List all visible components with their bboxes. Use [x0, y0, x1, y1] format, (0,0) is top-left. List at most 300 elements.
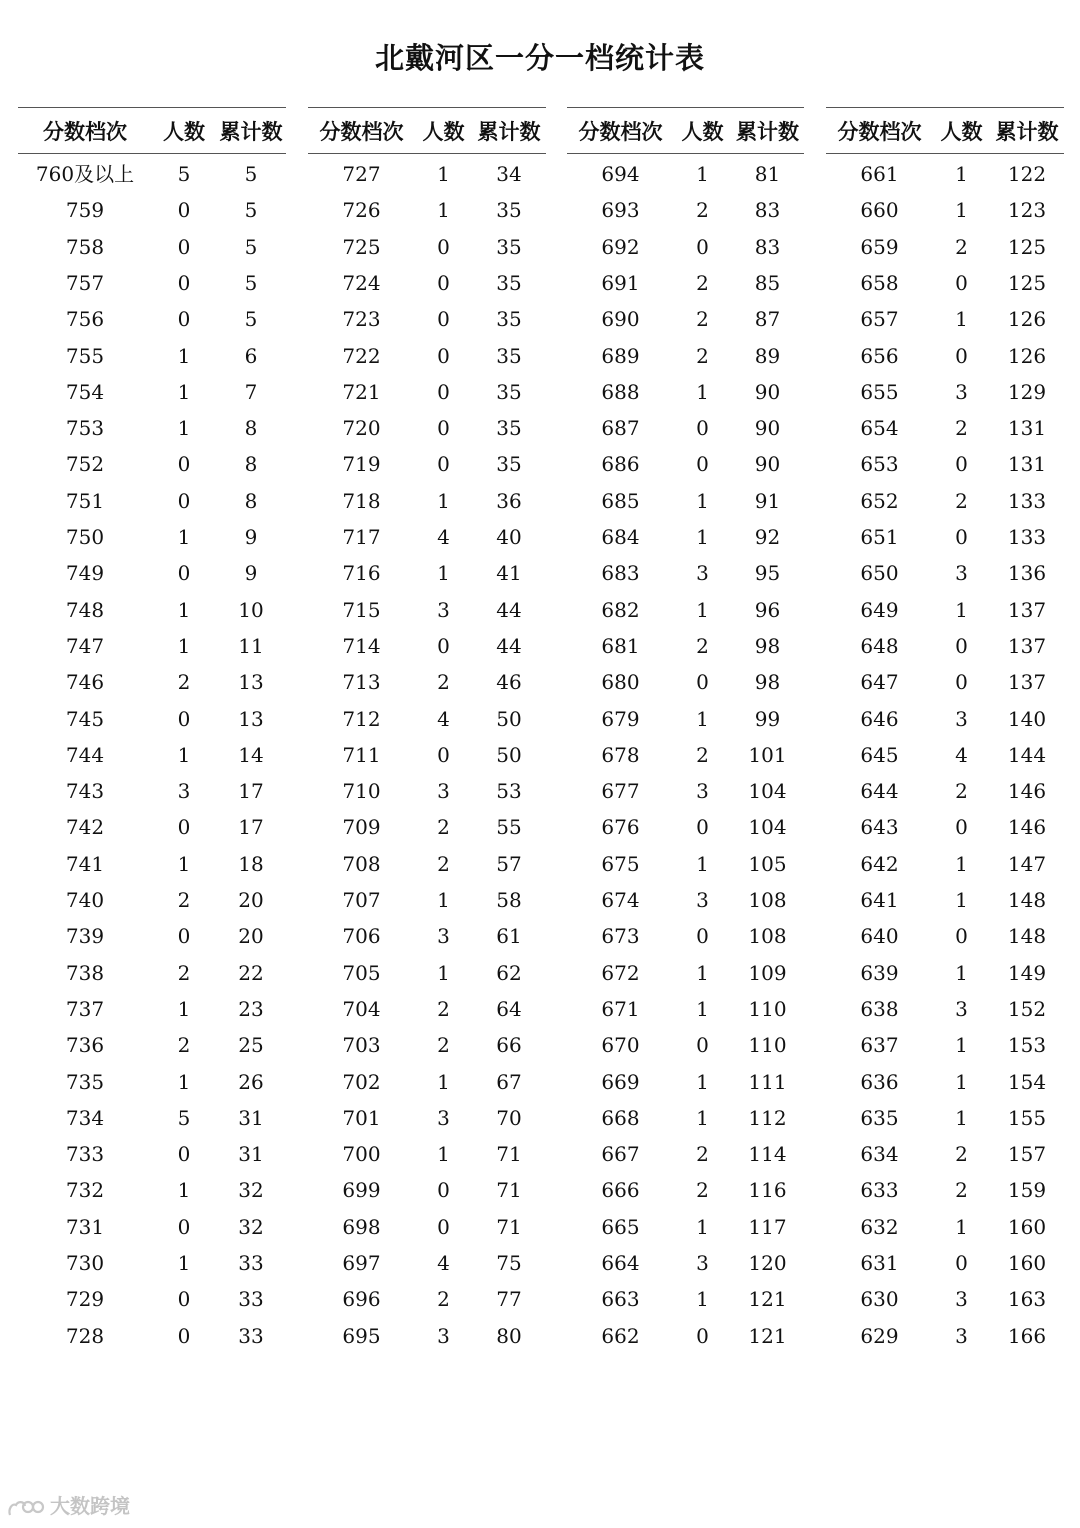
- table-row: [308, 338, 546, 374]
- cell-count: 1: [696, 706, 709, 731]
- cell-count: 4: [955, 742, 968, 767]
- table-row: [308, 519, 546, 555]
- cell-count: 2: [955, 1178, 968, 1203]
- table-row: [18, 1209, 286, 1245]
- cell-cumulative: 166: [1007, 1323, 1047, 1348]
- cell-count: 0: [437, 270, 450, 295]
- cell-score-band: 753: [65, 416, 105, 441]
- table-row: [567, 446, 804, 482]
- table-row: [826, 701, 1064, 737]
- header-count: 人数: [163, 119, 205, 144]
- cell-score-band: 629: [860, 1323, 899, 1348]
- cell-count: 3: [955, 561, 968, 586]
- cell-cumulative: 110: [748, 996, 787, 1021]
- cell-cumulative: 121: [748, 1323, 787, 1348]
- cell-score-band: 734: [65, 1105, 105, 1130]
- cell-score-band: 652: [860, 488, 899, 513]
- cell-count: 1: [696, 1105, 709, 1130]
- cell-cumulative: 117: [748, 1214, 787, 1239]
- cell-cumulative: 108: [748, 924, 787, 949]
- table-row: [308, 955, 546, 991]
- table-row: [567, 519, 804, 555]
- cell-count: 1: [955, 851, 968, 876]
- cell-cumulative: 61: [496, 924, 522, 949]
- cell-cumulative: 35: [496, 198, 522, 223]
- table-row: [826, 555, 1064, 591]
- cell-cumulative: 126: [1007, 343, 1047, 368]
- cell-cumulative: 129: [1007, 379, 1047, 404]
- cell-count: 0: [437, 1178, 450, 1203]
- cell-count: 1: [955, 307, 968, 332]
- cell-count: 1: [437, 488, 450, 513]
- cell-cumulative: 90: [754, 379, 781, 404]
- cell-cumulative: 71: [496, 1142, 522, 1167]
- cell-count: 1: [696, 851, 709, 876]
- cell-score-band: 755: [65, 343, 105, 368]
- cell-score-band: 746: [65, 670, 105, 695]
- cell-cumulative: 148: [1007, 888, 1047, 912]
- cell-score-band: 695: [342, 1323, 381, 1348]
- cell-cumulative: 81: [754, 162, 781, 186]
- cell-cumulative: 17: [238, 815, 264, 840]
- cell-count: 1: [955, 198, 968, 223]
- cell-count: 0: [437, 234, 450, 259]
- table-row: [308, 737, 546, 773]
- cell-count: 0: [955, 670, 968, 695]
- table-row: [18, 1136, 286, 1172]
- cell-score-band: 740: [65, 888, 105, 912]
- cell-cumulative: 20: [238, 888, 264, 912]
- cell-score-band: 714: [342, 633, 381, 658]
- cell-cumulative: 114: [748, 1142, 787, 1167]
- cell-cumulative: 50: [496, 706, 522, 731]
- table-row: [308, 1136, 546, 1172]
- cell-count: 1: [696, 1287, 709, 1312]
- cell-score-band: 726: [342, 198, 381, 223]
- table-row: [308, 773, 546, 809]
- cell-cumulative: 9: [244, 525, 258, 549]
- cell-cumulative: 104: [748, 779, 787, 804]
- cell-score-band: 640: [860, 924, 899, 949]
- cell-cumulative: 98: [754, 670, 781, 695]
- cell-score-band: 643: [860, 815, 899, 840]
- cell-count: 1: [437, 1069, 450, 1094]
- cell-score-band: 701: [342, 1105, 381, 1130]
- cell-cumulative: 35: [496, 452, 522, 477]
- cell-cumulative: 34: [496, 162, 522, 186]
- cell-score-band: 725: [342, 234, 381, 259]
- cell-count: 3: [437, 1323, 450, 1348]
- table-row: [567, 1100, 804, 1136]
- cell-count: 1: [177, 851, 191, 876]
- table-row: [567, 1027, 804, 1063]
- cell-count: 2: [437, 851, 450, 876]
- table-row: [567, 809, 804, 845]
- cell-cumulative: 153: [1007, 1033, 1047, 1058]
- table-row: [567, 483, 804, 519]
- cell-cumulative: 157: [1007, 1142, 1047, 1167]
- cell-count: 1: [437, 162, 450, 186]
- table-row: [826, 374, 1064, 410]
- cell-cumulative: 99: [754, 706, 781, 731]
- cell-score-band: 667: [601, 1142, 640, 1167]
- cell-score-band: 738: [65, 960, 105, 985]
- cell-count: 1: [955, 960, 968, 985]
- cell-score-band: 756: [65, 307, 105, 332]
- table-row: [18, 301, 286, 337]
- cell-count: 1: [177, 343, 191, 368]
- cell-score-band: 654: [860, 416, 899, 441]
- cell-score-band: 637: [860, 1033, 899, 1058]
- cell-count: 2: [696, 1178, 709, 1203]
- cell-cumulative: 87: [754, 307, 781, 332]
- cell-cumulative: 18: [238, 851, 264, 876]
- table-row: [567, 1064, 804, 1100]
- table-row: [567, 955, 804, 991]
- cell-cumulative: 101: [748, 742, 787, 767]
- table-row: [18, 918, 286, 954]
- table-row: [826, 846, 1064, 882]
- header-count: 人数: [681, 119, 724, 144]
- table-row: [567, 555, 804, 591]
- cell-count: 0: [437, 742, 450, 767]
- cell-count: 0: [177, 1287, 191, 1312]
- table-row: [308, 882, 546, 918]
- cell-score-band: 660: [860, 198, 899, 223]
- table-row: [567, 737, 804, 773]
- header-score-band: 分数档次: [578, 119, 663, 144]
- cell-cumulative: 55: [496, 815, 522, 840]
- cell-cumulative: 35: [496, 270, 522, 295]
- cell-cumulative: 83: [754, 234, 781, 259]
- cell-cumulative: 36: [496, 488, 522, 513]
- table-row: [18, 991, 286, 1027]
- cell-count: 0: [696, 234, 709, 259]
- cell-score-band: 732: [65, 1178, 105, 1203]
- table-row: [567, 882, 804, 918]
- table-row: [826, 592, 1064, 628]
- table-row: [826, 1100, 1064, 1136]
- cell-cumulative: 66: [496, 1033, 522, 1058]
- cell-score-band: 642: [860, 851, 899, 876]
- cell-cumulative: 8: [244, 416, 258, 441]
- table-row: [567, 701, 804, 737]
- header-score-band: 分数档次: [837, 119, 922, 144]
- cell-cumulative: 5: [244, 307, 258, 332]
- header-count: 人数: [422, 119, 465, 144]
- cell-count: 0: [177, 452, 191, 477]
- header-cumulative: 累计数: [736, 119, 799, 144]
- cell-count: 1: [437, 561, 450, 586]
- cell-count: 1: [177, 416, 191, 441]
- table-row: [826, 1136, 1064, 1172]
- cell-score-band: 638: [860, 996, 899, 1021]
- cell-count: 1: [696, 525, 709, 549]
- cell-count: 0: [177, 1323, 191, 1348]
- cell-count: 1: [955, 1214, 968, 1239]
- cell-score-band: 716: [342, 561, 381, 586]
- cell-count: 0: [437, 416, 450, 441]
- cell-count: 0: [955, 525, 968, 549]
- cell-cumulative: 58: [496, 888, 522, 912]
- cell-score-band: 666: [601, 1178, 640, 1203]
- cell-cumulative: 131: [1007, 452, 1047, 477]
- table-row: [826, 1281, 1064, 1317]
- cell-cumulative: 146: [1007, 815, 1047, 840]
- cell-count: 0: [955, 270, 968, 295]
- cell-score-band: 662: [601, 1323, 640, 1348]
- cell-cumulative: 14: [238, 742, 264, 767]
- table-header-rule: [308, 153, 546, 154]
- cell-cumulative: 147: [1007, 851, 1047, 876]
- cell-score-band: 655: [860, 379, 899, 404]
- cell-cumulative: 155: [1007, 1105, 1047, 1130]
- cell-count: 2: [437, 996, 450, 1021]
- table-row: [826, 1318, 1064, 1354]
- table-row: [308, 991, 546, 1027]
- cell-count: 1: [437, 888, 450, 912]
- table-row: [308, 592, 546, 628]
- cell-cumulative: 110: [748, 1033, 787, 1058]
- cell-count: 0: [696, 1323, 709, 1348]
- cell-cumulative: 137: [1007, 670, 1047, 695]
- table-row: [308, 701, 546, 737]
- cell-cumulative: 67: [496, 1069, 522, 1094]
- table-row: [567, 229, 804, 265]
- cell-score-band: 745: [65, 706, 105, 731]
- table-row: [18, 410, 286, 446]
- cell-score-band: 650: [860, 561, 899, 586]
- cell-cumulative: 9: [244, 561, 258, 586]
- table-row: [18, 809, 286, 845]
- cell-count: 1: [177, 996, 191, 1021]
- cell-score-band: 632: [860, 1214, 899, 1239]
- cell-cumulative: 33: [238, 1287, 264, 1312]
- table-row: [18, 1245, 286, 1281]
- table-row: [567, 846, 804, 882]
- header-cumulative: 累计数: [477, 119, 541, 144]
- cell-count: 0: [437, 452, 450, 477]
- cell-cumulative: 131: [1007, 416, 1047, 441]
- cell-count: 0: [177, 561, 191, 586]
- cell-score-band: 693: [601, 198, 640, 223]
- cell-score-band: 682: [601, 597, 640, 622]
- table-row: [826, 1209, 1064, 1245]
- cell-score-band: 677: [601, 779, 640, 804]
- cell-cumulative: 22: [238, 960, 264, 985]
- cell-cumulative: 41: [496, 561, 522, 586]
- cell-score-band: 708: [342, 851, 381, 876]
- cell-count: 1: [177, 1069, 191, 1094]
- cell-cumulative: 109: [748, 960, 787, 985]
- table-row: [567, 1209, 804, 1245]
- cell-score-band: 702: [342, 1069, 381, 1094]
- cell-score-band: 656: [860, 343, 899, 368]
- cell-score-band: 710: [342, 779, 381, 804]
- header-cumulative: 累计数: [219, 119, 283, 144]
- cell-score-band: 630: [860, 1287, 899, 1312]
- cell-score-band: 633: [860, 1178, 899, 1203]
- cell-score-band: 697: [342, 1251, 381, 1275]
- cell-count: 0: [177, 488, 191, 513]
- cell-count: 1: [955, 1105, 968, 1130]
- cell-count: 2: [955, 416, 968, 441]
- cell-score-band: 749: [65, 561, 105, 586]
- cell-score-band: 644: [860, 779, 899, 804]
- cell-count: 0: [696, 924, 709, 949]
- header-score-band: 分数档次: [319, 119, 404, 144]
- cell-count: 2: [696, 198, 709, 223]
- cell-count: 2: [696, 270, 709, 295]
- table-row: [18, 664, 286, 700]
- cell-cumulative: 26: [238, 1069, 264, 1094]
- cell-cumulative: 122: [1007, 162, 1047, 186]
- cell-count: 0: [955, 343, 968, 368]
- cell-count: 1: [177, 597, 191, 622]
- cell-count: 1: [177, 525, 191, 549]
- cell-count: 2: [955, 488, 968, 513]
- cell-cumulative: 71: [496, 1214, 522, 1239]
- table-row: [826, 773, 1064, 809]
- table-row: [826, 809, 1064, 845]
- table-row: [826, 1027, 1064, 1063]
- cell-score-band: 760及以上: [35, 162, 135, 186]
- cell-score-band: 741: [65, 851, 105, 876]
- cell-count: 2: [696, 307, 709, 332]
- cell-score-band: 687: [601, 416, 640, 441]
- cell-score-band: 758: [65, 234, 105, 259]
- cell-score-band: 689: [601, 343, 640, 368]
- cell-score-band: 690: [601, 307, 640, 332]
- table-row: [308, 446, 546, 482]
- cell-score-band: 717: [342, 525, 381, 549]
- table-row: [308, 301, 546, 337]
- table-row: [826, 410, 1064, 446]
- table-header: [18, 107, 286, 153]
- cell-count: 2: [437, 815, 450, 840]
- table-row: [308, 1100, 546, 1136]
- cell-count: 0: [177, 1214, 191, 1239]
- cell-cumulative: 53: [496, 779, 522, 804]
- cell-score-band: 685: [601, 488, 640, 513]
- cell-score-band: 706: [342, 924, 381, 949]
- cell-count: 0: [177, 270, 191, 295]
- table-row: [18, 882, 286, 918]
- table-row: [567, 1245, 804, 1281]
- table-row: [567, 664, 804, 700]
- watermark-logo-icon: [6, 1497, 46, 1519]
- cell-count: 0: [437, 1214, 450, 1239]
- cell-score-band: 737: [65, 996, 105, 1021]
- cell-cumulative: 123: [1007, 198, 1047, 223]
- table-row: [826, 1172, 1064, 1208]
- cell-score-band: 729: [65, 1287, 105, 1312]
- cell-cumulative: 32: [238, 1214, 264, 1239]
- cell-count: 2: [177, 888, 191, 912]
- table-row: [308, 1281, 546, 1317]
- cell-score-band: 752: [65, 452, 105, 477]
- cell-count: 2: [437, 670, 450, 695]
- cell-count: 3: [437, 1105, 450, 1130]
- cell-cumulative: 95: [754, 561, 781, 586]
- cell-cumulative: 8: [244, 452, 258, 477]
- cell-cumulative: 35: [496, 307, 522, 332]
- cell-score-band: 721: [342, 379, 381, 404]
- cell-cumulative: 33: [238, 1323, 264, 1348]
- cell-cumulative: 5: [244, 198, 258, 223]
- cell-score-band: 747: [65, 633, 105, 658]
- cell-cumulative: 62: [496, 960, 522, 985]
- cell-cumulative: 111: [748, 1069, 787, 1094]
- cell-cumulative: 17: [238, 779, 264, 804]
- cell-cumulative: 85: [754, 270, 781, 295]
- cell-count: 5: [177, 162, 191, 186]
- watermark-text: 大数跨境: [50, 1494, 130, 1518]
- cell-count: 2: [955, 234, 968, 259]
- cell-score-band: 631: [860, 1251, 899, 1275]
- cell-cumulative: 154: [1007, 1069, 1047, 1094]
- cell-score-band: 735: [65, 1069, 105, 1094]
- table-row: [826, 882, 1064, 918]
- cell-cumulative: 144: [1007, 742, 1047, 767]
- cell-cumulative: 90: [754, 452, 781, 477]
- cell-score-band: 724: [342, 270, 381, 295]
- cell-cumulative: 125: [1007, 234, 1047, 259]
- table-row: [567, 301, 804, 337]
- cell-count: 0: [177, 198, 191, 223]
- table-row: [567, 338, 804, 374]
- cell-score-band: 720: [342, 416, 381, 441]
- cell-score-band: 647: [860, 670, 899, 695]
- cell-count: 3: [437, 779, 450, 804]
- cell-score-band: 645: [860, 742, 899, 767]
- cell-score-band: 704: [342, 996, 381, 1021]
- cell-count: 3: [955, 1323, 968, 1348]
- cell-score-band: 751: [65, 488, 105, 513]
- cell-score-band: 681: [601, 633, 640, 658]
- table-row: [18, 737, 286, 773]
- cell-cumulative: 116: [748, 1178, 787, 1203]
- cell-score-band: 661: [860, 162, 899, 186]
- cell-count: 2: [177, 670, 191, 695]
- cell-score-band: 718: [342, 488, 381, 513]
- cell-count: 0: [955, 452, 968, 477]
- table-row: [567, 592, 804, 628]
- cell-score-band: 678: [601, 742, 640, 767]
- cell-count: 1: [955, 888, 968, 912]
- cell-cumulative: 6: [244, 343, 258, 368]
- cell-score-band: 759: [65, 198, 105, 223]
- cell-score-band: 711: [342, 742, 381, 767]
- cell-cumulative: 104: [748, 815, 787, 840]
- cell-cumulative: 5: [244, 234, 258, 259]
- table-row: [18, 1064, 286, 1100]
- cell-count: 2: [696, 1142, 709, 1167]
- table-row: [18, 592, 286, 628]
- cell-score-band: 669: [601, 1069, 640, 1094]
- table-row: [826, 156, 1064, 192]
- cell-cumulative: 91: [754, 488, 781, 513]
- cell-score-band: 658: [860, 270, 899, 295]
- header-count: 人数: [940, 119, 983, 144]
- cell-count: 4: [437, 706, 450, 731]
- table-row: [18, 955, 286, 991]
- table-row: [308, 1209, 546, 1245]
- cell-score-band: 675: [601, 851, 640, 876]
- cell-cumulative: 5: [244, 162, 258, 186]
- cell-count: 2: [437, 1033, 450, 1058]
- cell-score-band: 634: [860, 1142, 899, 1167]
